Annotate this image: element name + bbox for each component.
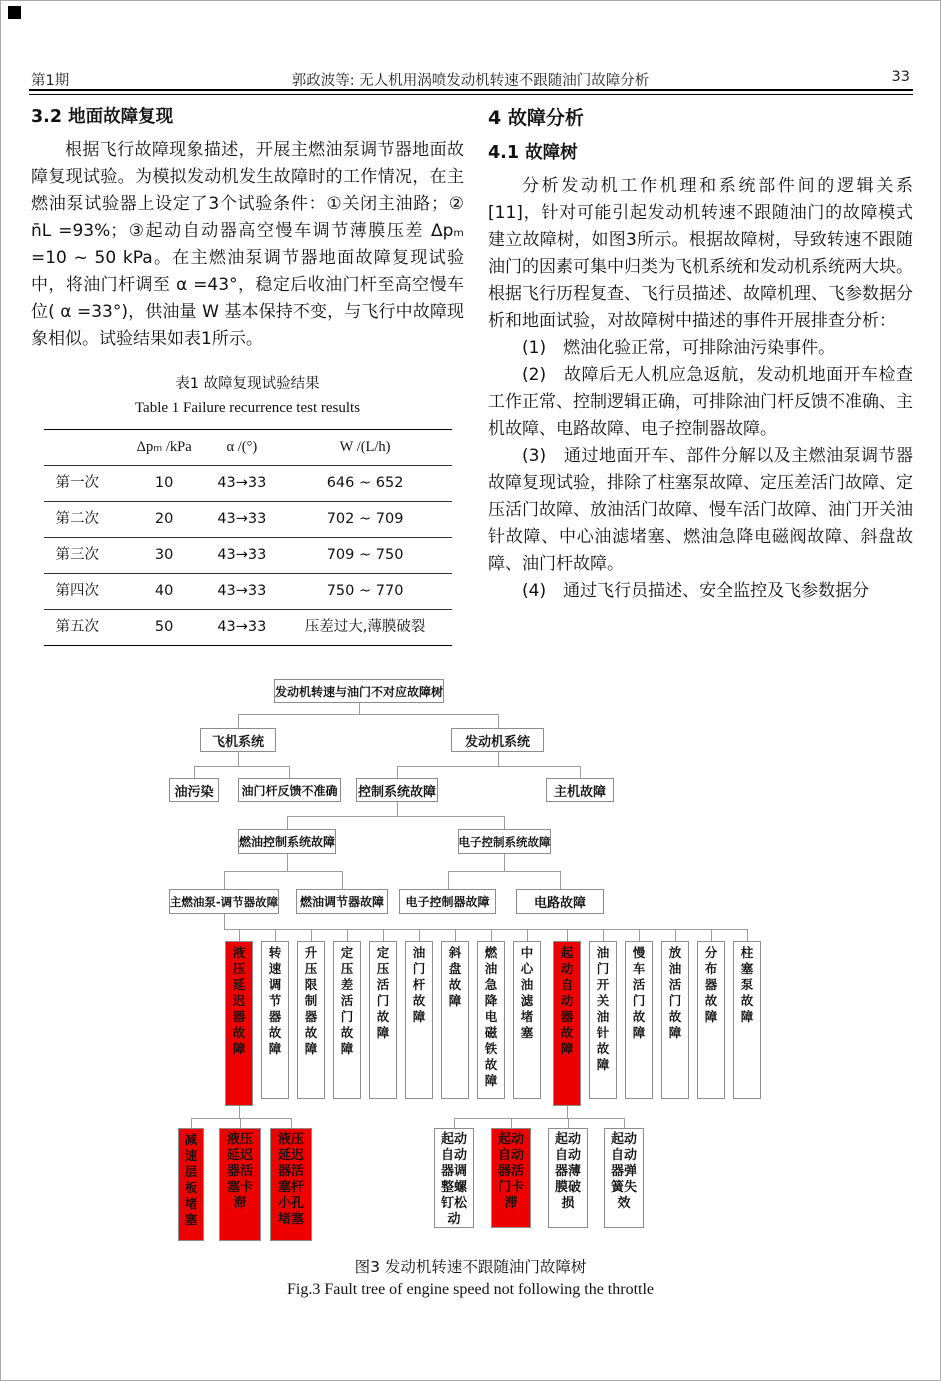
- tree-node-engine-system: 发动机系统: [451, 728, 544, 752]
- table-cell: 43→33: [205, 574, 279, 610]
- tree-connector: [191, 1118, 291, 1119]
- tree-connector: [675, 929, 676, 941]
- tree-connector: [568, 1118, 569, 1128]
- tree-connector: [603, 929, 604, 941]
- tree-node-electronic-controller-fault: 电子控制器故障: [399, 889, 496, 914]
- tree-connector: [194, 766, 290, 767]
- tree-leaf-speed-regulator-fault: 转速调节器故障: [261, 941, 289, 1099]
- table-header-cell: Δpₘ /kPa: [123, 430, 205, 466]
- tree-connector: [347, 929, 348, 941]
- tree-connector: [275, 929, 276, 941]
- table-cell: 750 ~ 770: [279, 574, 452, 610]
- tree-connector: [239, 1106, 240, 1118]
- tree-node-control-system-fault: 控制系统故障: [356, 778, 438, 802]
- table-cell: 43→33: [205, 502, 279, 538]
- header-rule: [29, 89, 913, 95]
- table-cell: 709 ~ 750: [279, 538, 452, 574]
- tree-connector: [239, 929, 240, 941]
- tree-leaf-hydraulic-delay-fault: 液压延迟器故障: [225, 941, 253, 1106]
- tree-connector: [580, 766, 581, 778]
- tree-node-main-engine-fault: 主机故障: [546, 778, 614, 802]
- tree-connector: [238, 714, 239, 728]
- figure3-caption-zh: 图3 发动机转速不跟随油门故障树: [354, 1258, 587, 1276]
- tree-connector: [383, 929, 384, 941]
- running-title: 郭政波等: 无人机用涡喷发动机转速不跟随油门故障分析: [291, 73, 650, 89]
- table-header-row: [44, 430, 452, 466]
- table-header-cell: [44, 430, 124, 466]
- table-cell: 第三次: [44, 538, 124, 574]
- tree-leaf-constant-pressure-valve-fault: 定压活门故障: [369, 941, 397, 1099]
- tree-leaf-swashplate-fault: 斜盘故障: [441, 941, 469, 1099]
- tree-connector: [287, 816, 505, 817]
- table-cell: 第四次: [44, 574, 124, 610]
- tree-connector: [224, 871, 225, 889]
- tree-connector: [624, 1118, 625, 1128]
- table-cell: 43→33: [205, 538, 279, 574]
- tree-connector: [224, 871, 343, 872]
- table-header-cell: α /(°): [205, 430, 279, 466]
- table-cell: 50: [154, 619, 174, 635]
- tree-node-circuit-fault: 电路故障: [516, 889, 604, 914]
- table-cell: 第五次: [55, 619, 99, 635]
- tree-connector: [504, 816, 505, 829]
- section-heading-4: 4 故障分析: [488, 107, 584, 129]
- tree-connector: [238, 714, 499, 715]
- tree-leaf-start-automat-fault: 起动自动器故障: [553, 941, 581, 1106]
- tree-node-root: 发动机转速与油门不对应故障树: [274, 679, 444, 703]
- tree-connector: [311, 929, 312, 941]
- section-heading-3-2: 3.2 地面故障复现: [31, 107, 174, 127]
- tree-connector: [287, 816, 288, 829]
- tree-connector: [419, 929, 420, 941]
- tree-connector: [454, 1118, 455, 1128]
- tree-node-throttle-feedback: 油门杆反馈不准确: [238, 778, 341, 802]
- table-cell: 43→33: [205, 466, 279, 502]
- tree-subleaf-laminate-clog: 减速层板堵塞: [178, 1128, 204, 1241]
- tree-subleaf-adjust-screw-loose: 起动自动器调整螺钉松动: [434, 1128, 474, 1228]
- tree-leaf-distributor-fault: 分布器故障: [697, 941, 725, 1099]
- table-row: [44, 502, 452, 538]
- tree-connector: [567, 1106, 568, 1118]
- table1: [44, 429, 452, 646]
- table1-caption-zh: 表1 故障复现试验结果: [175, 376, 320, 392]
- tree-connector: [238, 752, 239, 766]
- tree-connector: [567, 929, 568, 941]
- tree-node-main-fuel-pump-regulator-fault: 主燃油泵-调节器故障: [169, 889, 279, 914]
- tree-node-electronic-control-system-fault: 电子控制系统故障: [458, 829, 551, 854]
- tree-connector: [240, 1118, 241, 1128]
- tree-connector: [454, 1118, 624, 1119]
- tree-connector: [639, 929, 640, 941]
- tree-connector: [747, 929, 748, 941]
- tree-connector: [359, 703, 360, 714]
- table-cell: 40: [123, 574, 205, 610]
- paragraph-item-3: (3) 通过地面开车、部件分解以及主燃油泵调节器故障复现试验，排除了柱塞泵故障、定压差活门故障、定压活门故障、放油活门故障、慢车活门故障、油门开关油针故障、中心油滤堵塞、燃油急降电磁阀故障、斜盘故障、油门杆故障。: [488, 446, 913, 574]
- tree-node-fuel-control-system-fault: 燃油控制系统故障: [238, 829, 336, 854]
- tree-leaf-throttle-lever-fault: 油门杆故障: [405, 941, 433, 1099]
- table-cell: 第一次: [44, 466, 124, 502]
- table-cell: 第二次: [44, 502, 124, 538]
- fault-tree-figure: [41, 673, 901, 1249]
- paragraph-ground-test: 根据飞行故障现象描述，开展主燃油泵调节器地面故障复现试验。为模拟发动机发生故障时的工作情况，在主燃油泵试验器上设定了3个试验条件：①关闭主油路；② n̄L =93%；③起动自动器高空慢车调节薄膜压差 Δpₘ =10 ~ 50 kPa。在主燃油泵调节器地面故障复现试验中，将油门杆调至 α =43°，稳定后收油门杆至高空慢车位( α =33°)，供油量 W 基本保持不变，与飞行中故障现象相似。试验结果如表1所示。: [31, 140, 464, 349]
- tree-connector: [224, 929, 748, 930]
- tree-leaf-constant-dp-valve-fault: 定压差活门故障: [333, 941, 361, 1099]
- tree-connector: [448, 871, 561, 872]
- paragraph-item-2: (2) 故障后无人机应急返航，发动机地面开车检查工作正常、控制逻辑正确，可排除油门杆反馈不准确、主机故障、电路故障、电子控制器故障。: [488, 365, 913, 439]
- subsection-heading-4-1: 4.1 故障树: [488, 143, 578, 163]
- table-cell: 20: [123, 502, 205, 538]
- page-number: 33: [891, 69, 910, 85]
- tree-connector: [342, 871, 343, 889]
- tree-leaf-fuel-dump-solenoid-fault: 燃油急降电磁铁故障: [477, 941, 505, 1099]
- tree-leaf-idle-valve-fault: 慢车活门故障: [625, 941, 653, 1099]
- left-column: [31, 103, 464, 646]
- tree-connector: [397, 766, 398, 778]
- tree-connector: [527, 929, 528, 941]
- tree-leaf-central-filter-clog: 中心油滤堵塞: [513, 941, 541, 1099]
- tree-connector: [291, 1118, 292, 1128]
- tree-leaf-drain-valve-fault: 放油活门故障: [661, 941, 689, 1099]
- tree-node-aircraft-system: 飞机系统: [200, 728, 276, 752]
- table-cell: 646 ~ 652: [279, 466, 452, 502]
- tree-connector: [560, 871, 561, 889]
- table1-caption-en: Table 1 Failure recurrence test results: [134, 400, 361, 416]
- table-cell: 10: [123, 466, 205, 502]
- tree-connector: [191, 1118, 192, 1128]
- tree-connector: [287, 854, 288, 871]
- tree-connector: [491, 929, 492, 941]
- print-registration-mark: [8, 6, 21, 19]
- table-row: [44, 610, 452, 646]
- tree-connector: [397, 802, 398, 816]
- tree-connector: [397, 766, 581, 767]
- tree-connector: [194, 766, 195, 778]
- table-cell: 30: [123, 538, 205, 574]
- table-cell: 702 ~ 709: [279, 502, 452, 538]
- tree-connector: [498, 714, 499, 728]
- table-row: [44, 574, 452, 610]
- table-cell: 压差过大,薄膜破裂: [304, 619, 426, 635]
- tree-connector: [448, 871, 449, 889]
- tree-subleaf-delay-piston-stuck: 液压延迟器活塞卡滞: [219, 1128, 261, 1241]
- table-header-cell: W /(L/h): [279, 430, 452, 466]
- tree-connector: [289, 766, 290, 778]
- tree-connector: [711, 929, 712, 941]
- paragraph-fault-tree-intro: 分析发动机工作机理和系统部件间的逻辑关系[11]，针对可能引起发动机转速不跟随油门的故障模式建立故障树，如图3所示。根据故障树，导致转速不跟随油门的因素可集中归类为飞机系统和发动机系统两大块。根据飞行历程复查、飞行员描述、故障机理、飞参数据分析和地面试验，对故障树中描述的事件开展排查分析：: [488, 176, 913, 331]
- tree-subleaf-start-automat-valve-stuck: 起动自动器活门卡滞: [491, 1128, 531, 1228]
- table-row: [44, 466, 452, 502]
- right-column: [488, 103, 913, 605]
- table-row: [44, 538, 452, 574]
- tree-leaf-boost-limiter-fault: 升压限制器故障: [297, 941, 325, 1099]
- paragraph-item-4: (4) 通过飞行员描述、安全监控及飞参数据分: [522, 581, 870, 601]
- tree-subleaf-delay-piston-rod-hole-clog: 液压延迟器活塞杆小孔堵塞: [270, 1128, 312, 1241]
- tree-connector: [498, 752, 499, 766]
- tree-node-oil-contamination: 油污染: [169, 778, 219, 802]
- tree-connector: [455, 929, 456, 941]
- paragraph-item-1: (1) 燃油化验正常，可排除油污染事件。: [522, 338, 836, 358]
- tree-connector: [504, 854, 505, 871]
- table-cell: 43→33: [217, 619, 267, 635]
- tree-subleaf-diaphragm-damage: 起动自动器薄膜破损: [548, 1128, 588, 1228]
- tree-connector: [511, 1118, 512, 1128]
- tree-subleaf-spring-failure: 起动自动器弹簧失效: [604, 1128, 644, 1228]
- tree-node-fuel-regulator-fault: 燃油调节器故障: [296, 889, 388, 914]
- tree-leaf-plunger-pump-fault: 柱塞泵故障: [733, 941, 761, 1099]
- tree-leaf-throttle-switch-needle-fault: 油门开关油针故障: [589, 941, 617, 1099]
- figure3-caption-en: Fig.3 Fault tree of engine speed not following the throttle: [286, 1281, 655, 1298]
- journal-issue: 第1期: [31, 73, 70, 89]
- tree-connector: [224, 914, 225, 929]
